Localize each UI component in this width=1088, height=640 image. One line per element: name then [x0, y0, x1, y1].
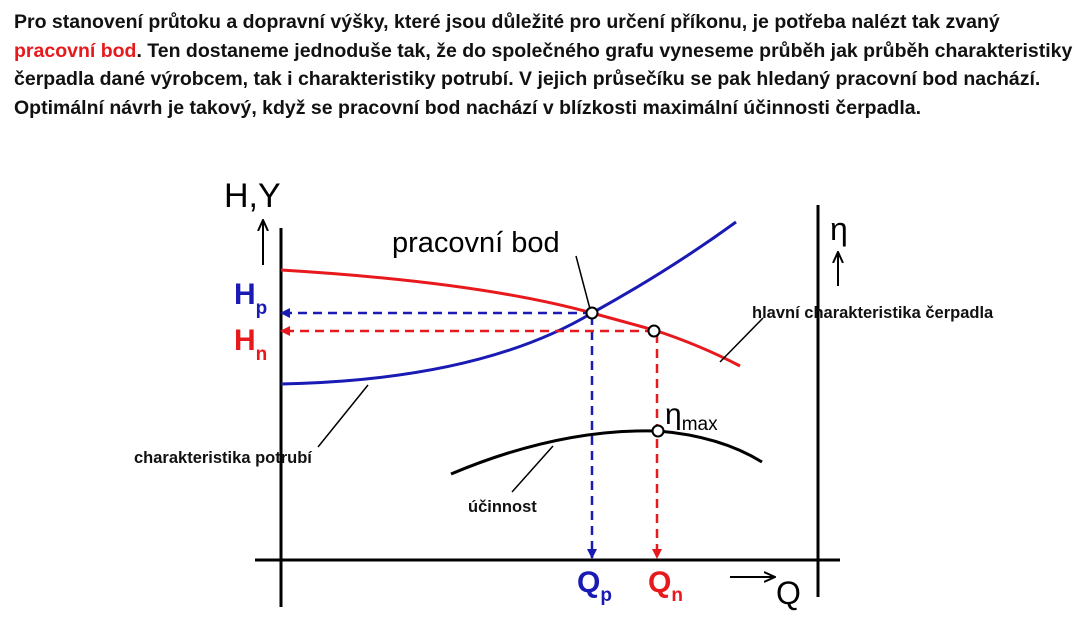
eta-max-label	[665, 398, 718, 435]
pump-curve-leader	[720, 318, 763, 362]
efficiency-curve-leader	[512, 446, 553, 492]
pump-curve-label: hlavní charakteristika čerpadla	[752, 304, 994, 322]
efficiency-curve-label: účinnost	[468, 498, 537, 516]
pipe-curve-leader	[318, 385, 368, 447]
x-axis-label: Q	[776, 575, 801, 611]
pipe-curve-label: charakteristika potrubí	[134, 449, 312, 467]
intro-highlight-operating-point: pracovní bod	[14, 39, 137, 62]
eta-max-subscript: max	[681, 414, 718, 435]
hp-main: H	[234, 278, 256, 311]
qn-label	[648, 566, 683, 606]
y-axis-label: H,Y	[224, 177, 281, 215]
intro-text-part2: . Ten dostaneme jednoduše tak, že do společného grafu vyneseme průběh jak průběh charakteristiky čerpadla dané výrobcem, tak i charakteristiky potrubí. V jejich průsečíku se pak hledaný pracovní bod nachází. Optimální návrh je takový, když se pracovní bod nachází v blízkosti maximální účinnosti čerpadla.	[14, 39, 1073, 119]
efficiency-curve	[451, 431, 762, 474]
eta-axis-label: η	[830, 211, 848, 247]
nominal-point-marker	[649, 326, 660, 337]
operating-point-marker	[587, 308, 598, 319]
hp-sub: p	[255, 298, 268, 319]
hn-main: H	[234, 324, 256, 357]
pump-curve	[281, 270, 740, 366]
qp-main: Q	[577, 566, 601, 599]
qp-sub: p	[600, 585, 612, 606]
hn-label	[234, 324, 267, 365]
eta-max-point-marker	[653, 426, 664, 437]
qn-sub: n	[671, 585, 683, 606]
qn-main: Q	[648, 566, 672, 599]
eta-max-symbol: η	[665, 398, 682, 431]
intro-text-part1: Pro stanovení průtoku a dopravní výšky, které jsou důležité pro určení příkonu, je potřeba nalézt tak zvaný	[14, 11, 1000, 33]
hp-label	[234, 278, 267, 319]
operating-point-leader	[576, 256, 590, 309]
hn-sub: n	[255, 344, 268, 365]
qp-label	[577, 566, 612, 606]
operating-point-label: pracovní bod	[392, 227, 560, 259]
